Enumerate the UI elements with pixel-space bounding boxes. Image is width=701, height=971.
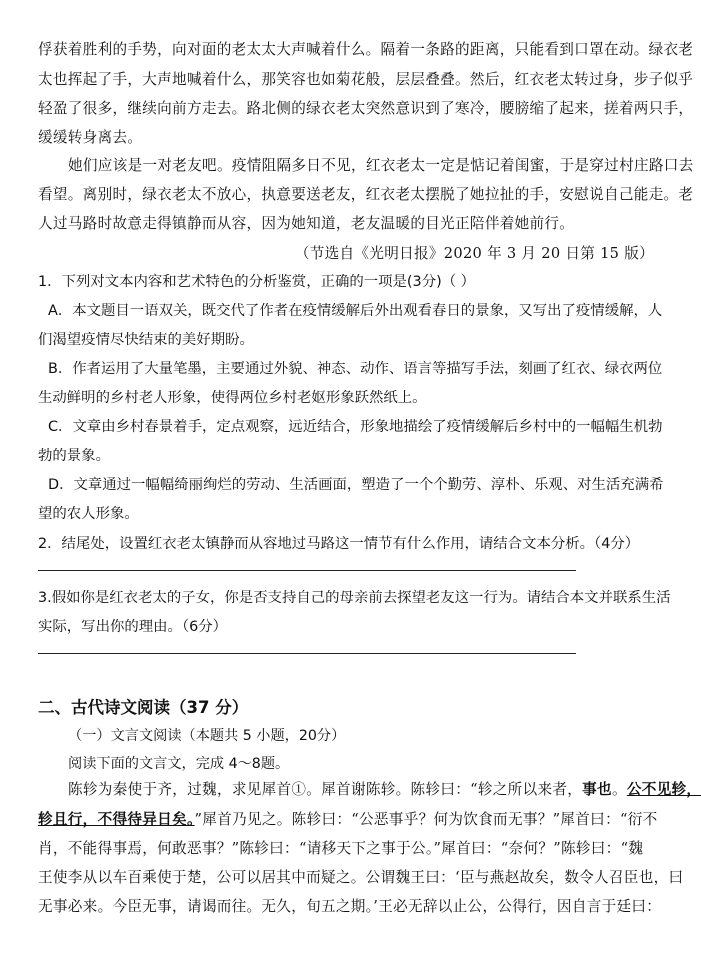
story-line: 俘获着胜利的手势，向对面的老太太大声喊着什么。隔着一条路的距离，只能看到口罩在动。绿衣老: [38, 41, 694, 58]
source-citation: （节选自《光明日报》2020 年 3 月 20 日第 15 版）: [294, 245, 654, 262]
classical-underlined: 轸且行，不得待异日矣。: [38, 811, 195, 828]
question-3-stem-cont: 实际，写出你的理由。（6分）: [38, 619, 228, 635]
story-line: 看望。离别时，绿衣老太不放心，执意要送老友，红衣老太摆脱了她拉扯的手，安慰说自己能走。老: [38, 186, 694, 203]
reading-instruction: 阅读下面的文言文，完成 4～8题。: [68, 756, 290, 772]
subsection-heading: （一）文言文阅读（本题共 5 小题，20分）: [68, 728, 346, 744]
option-b-cont: 生动鲜明的乡村老人形象，使得两位乡村老妪形象跃然纸上。: [38, 390, 427, 406]
option-a-cont: 们渴望疫情尽快结束的美好期盼。: [38, 332, 254, 348]
classical-line: [38, 810, 658, 830]
question-1-stem: 1．下列对文本内容和艺术特色的分析鉴赏，正确的一项是(3分)（ ）: [38, 274, 476, 290]
classical-line: 肖，不能得事焉，何敢恶事？”陈轸曰：“请移天下之事于公。”犀首曰：“奈何？”陈轸曰：“魏: [38, 840, 644, 857]
option-b: B．作者运用了大量笔墨，主要通过外貌、神态、动作、语言等描写手法，刻画了红衣、绿衣两位: [48, 361, 663, 377]
option-c-cont: 勃的景象。: [38, 448, 110, 464]
classical-bold: 事也: [582, 781, 612, 798]
question-2-stem: 2．结尾处，设置红衣老太镇静而从容地过马路这一情节有什么作用，请结合文本分析。（4分）: [38, 536, 640, 552]
classical-line: [68, 780, 701, 800]
question-3-stem: 3.假如你是红衣老太的子女，你是否支持自己的母亲前去探望老友这一行为。请结合本文并联系生活: [38, 590, 671, 606]
classical-text: 。: [611, 781, 627, 798]
story-line: 人过马路时故意走得镇静而从容，因为她知道，老友温暖的目光正陪伴着她前行。: [38, 215, 575, 232]
answer-line: [38, 653, 576, 654]
answer-line: [38, 570, 576, 571]
story-line: 轻盈了很多，继续向前方走去。路北侧的绿衣老太突然意识到了寒冷，腰膀缩了起来，搓着两只手，: [38, 100, 694, 117]
classical-text: 陈轸为秦使于齐，过魏，求见犀首①。犀首谢陈轸。陈轸曰：“轸之所以来者，: [68, 781, 583, 798]
story-line: 太也挥起了手，大声地喊着什么，那笑容也如菊花般，层层叠叠。然后，红衣老太转过身，步子似乎: [38, 71, 694, 88]
section-heading: 二、古代诗文阅读（37 分）: [38, 698, 249, 717]
story-line: 缓缓转身离去。: [38, 129, 143, 146]
story-line: 她们应该是一对老友吧。疫情阻隔多日不见，红衣老太一定是惦记着闺蜜，于是穿过村庄路口去: [68, 157, 694, 174]
option-c: C．文章由乡村春景着手，定点观察，远近结合，形象地描绘了疫情缓解后乡村中的一幅幅生机勃: [48, 419, 663, 435]
classical-line: 王使李从以车百乘使于楚，公可以居其中而疑之。公谓魏王曰：‘臣与燕赵故矣，数令人召臣也，曰: [38, 869, 684, 886]
option-a: A．本文题目一语双关，既交代了作者在疫情缓解后外出观看春日的景象，又写出了疫情缓解，人: [48, 303, 663, 319]
classical-line: 无事必来。今臣无事，请谒而往。无久，旬五之期。’王必无辞以止公，公得行，因自言于廷曰：: [38, 898, 662, 915]
option-d: D．文章通过一幅幅绮丽绚烂的劳动、生活画面，塑造了一个个勤劳、淳朴、乐观、对生活充满希: [48, 477, 664, 493]
classical-text: ”犀首乃见之。陈轸曰：“公恶事乎？何为饮食而无事？”犀首曰：“衍不: [194, 811, 658, 828]
classical-underlined: 公不见轸，: [626, 781, 701, 798]
option-d-cont: 望的农人形象。: [38, 506, 139, 522]
